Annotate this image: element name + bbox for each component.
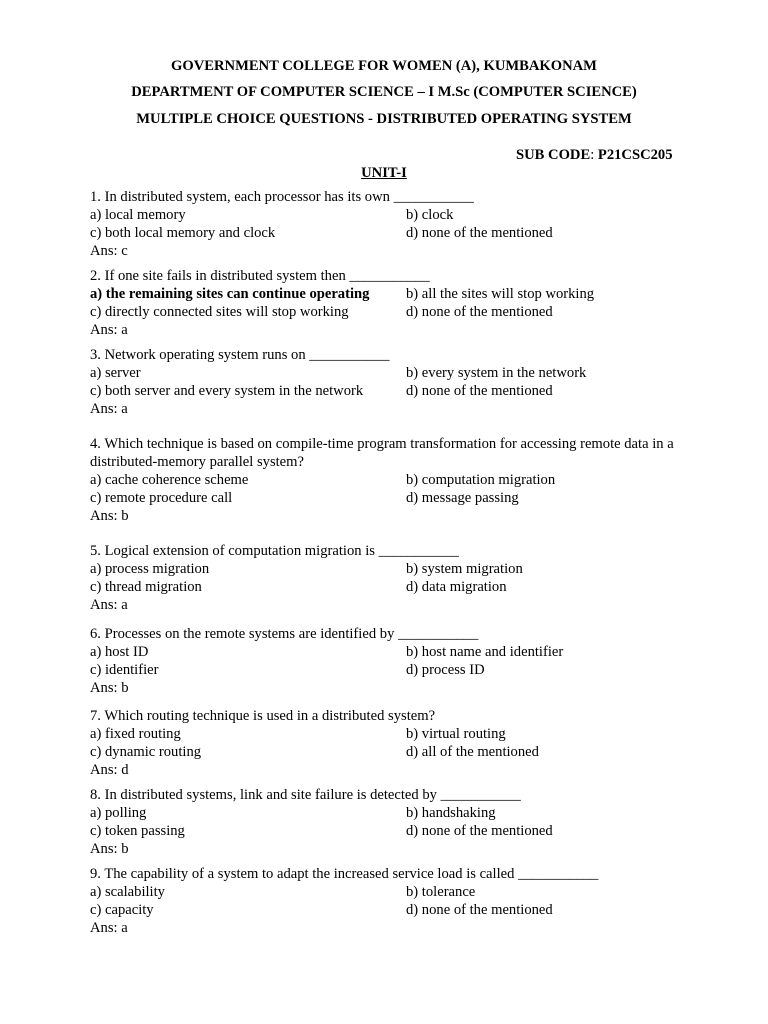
unit-heading: UNIT-I — [361, 165, 407, 181]
option-b: b) tolerance — [406, 884, 476, 900]
option-c: c) capacity — [90, 902, 154, 918]
question-text: 2. If one site fails in distributed system then ___________ — [90, 268, 430, 284]
option-d: d) none of the mentioned — [406, 902, 553, 918]
option-d: d) data migration — [406, 579, 507, 595]
question-text: 1. In distributed system, each processor has its own ___________ — [90, 189, 474, 205]
option-d: d) all of the mentioned — [406, 744, 539, 760]
option-d: d) none of the mentioned — [406, 383, 553, 399]
question-text: 9. The capability of a system to adapt the increased service load is called ___________ — [90, 866, 599, 882]
question-8 — [90, 786, 690, 858]
question-3 — [90, 346, 690, 418]
question-options — [90, 643, 690, 679]
answer: Ans: b — [90, 680, 129, 696]
answer: Ans: a — [90, 322, 128, 338]
question-6 — [90, 625, 690, 697]
option-b: b) handshaking — [406, 805, 496, 821]
question-options — [90, 883, 690, 919]
answer: Ans: c — [90, 243, 128, 259]
question-options — [90, 560, 690, 596]
option-c: c) thread migration — [90, 579, 202, 595]
answer: Ans: a — [90, 920, 128, 936]
question-text: 7. Which routing technique is used in a distributed system? — [90, 708, 436, 724]
answer: Ans: b — [90, 508, 129, 524]
subject-code-value: P21CSC205 — [597, 147, 673, 163]
option-b: b) all the sites will stop working — [406, 286, 595, 302]
document-title: MULTIPLE CHOICE QUESTIONS - DISTRIBUTED OPERATING SYSTEM — [136, 111, 632, 127]
question-options — [90, 725, 690, 761]
question-text: 6. Processes on the remote systems are identified by ___________ — [90, 626, 479, 642]
subject-code-separator: : — [590, 147, 598, 163]
option-d: d) process ID — [406, 662, 485, 678]
question-options — [90, 285, 690, 321]
option-a: a) scalability — [90, 884, 165, 900]
question-4 — [90, 435, 690, 525]
question-1 — [90, 188, 690, 260]
option-b: b) computation migration — [406, 472, 556, 488]
option-b: b) clock — [406, 207, 454, 223]
option-a: a) local memory — [90, 207, 186, 223]
option-a: a) the remaining sites can continue operating — [90, 286, 370, 302]
subject-code-label: SUB CODE — [516, 147, 591, 163]
option-b: b) every system in the network — [406, 365, 587, 381]
question-text: 5. Logical extension of computation migration is ___________ — [90, 543, 459, 559]
option-c: c) directly connected sites will stop working — [90, 304, 349, 320]
question-text: 3. Network operating system runs on ___________ — [90, 347, 390, 363]
answer: Ans: d — [90, 762, 129, 778]
option-d: d) none of the mentioned — [406, 823, 553, 839]
option-c: c) token passing — [90, 823, 185, 839]
option-a: a) polling — [90, 805, 147, 821]
question-text: 8. In distributed systems, link and site failure is detected by ___________ — [90, 787, 521, 803]
subject-code — [516, 146, 673, 164]
option-b: b) virtual routing — [406, 726, 506, 742]
answer: Ans: a — [90, 401, 128, 417]
option-b: b) host name and identifier — [406, 644, 564, 660]
option-c: c) both server and every system in the network — [90, 383, 364, 399]
question-2 — [90, 267, 690, 339]
answer: Ans: b — [90, 841, 129, 857]
question-options — [90, 364, 690, 400]
option-c: c) both local memory and clock — [90, 225, 276, 241]
option-a: a) cache coherence scheme — [90, 472, 249, 488]
question-5 — [90, 542, 690, 614]
option-d: d) none of the mentioned — [406, 304, 553, 320]
option-d: d) none of the mentioned — [406, 225, 553, 241]
question-9 — [90, 865, 690, 937]
option-c: c) identifier — [90, 662, 159, 678]
option-a: a) server — [90, 365, 141, 381]
answer: Ans: a — [90, 597, 128, 613]
option-a: a) fixed routing — [90, 726, 181, 742]
question-options — [90, 471, 690, 507]
question-text: 4. Which technique is based on compile-time program transformation for accessing remote data in a distributed-memory parallel system? — [90, 436, 674, 470]
option-a: a) host ID — [90, 644, 149, 660]
option-a: a) process migration — [90, 561, 210, 577]
option-b: b) system migration — [406, 561, 523, 577]
department-heading: DEPARTMENT OF COMPUTER SCIENCE – I M.Sc (COMPUTER SCIENCE) — [131, 84, 637, 100]
question-7 — [90, 707, 690, 779]
option-c: c) remote procedure call — [90, 490, 233, 506]
question-options — [90, 804, 690, 840]
question-options — [90, 206, 690, 242]
option-d: d) message passing — [406, 490, 519, 506]
college-name-heading: GOVERNMENT COLLEGE FOR WOMEN (A), KUMBAKONAM — [171, 58, 597, 74]
option-c: c) dynamic routing — [90, 744, 202, 760]
